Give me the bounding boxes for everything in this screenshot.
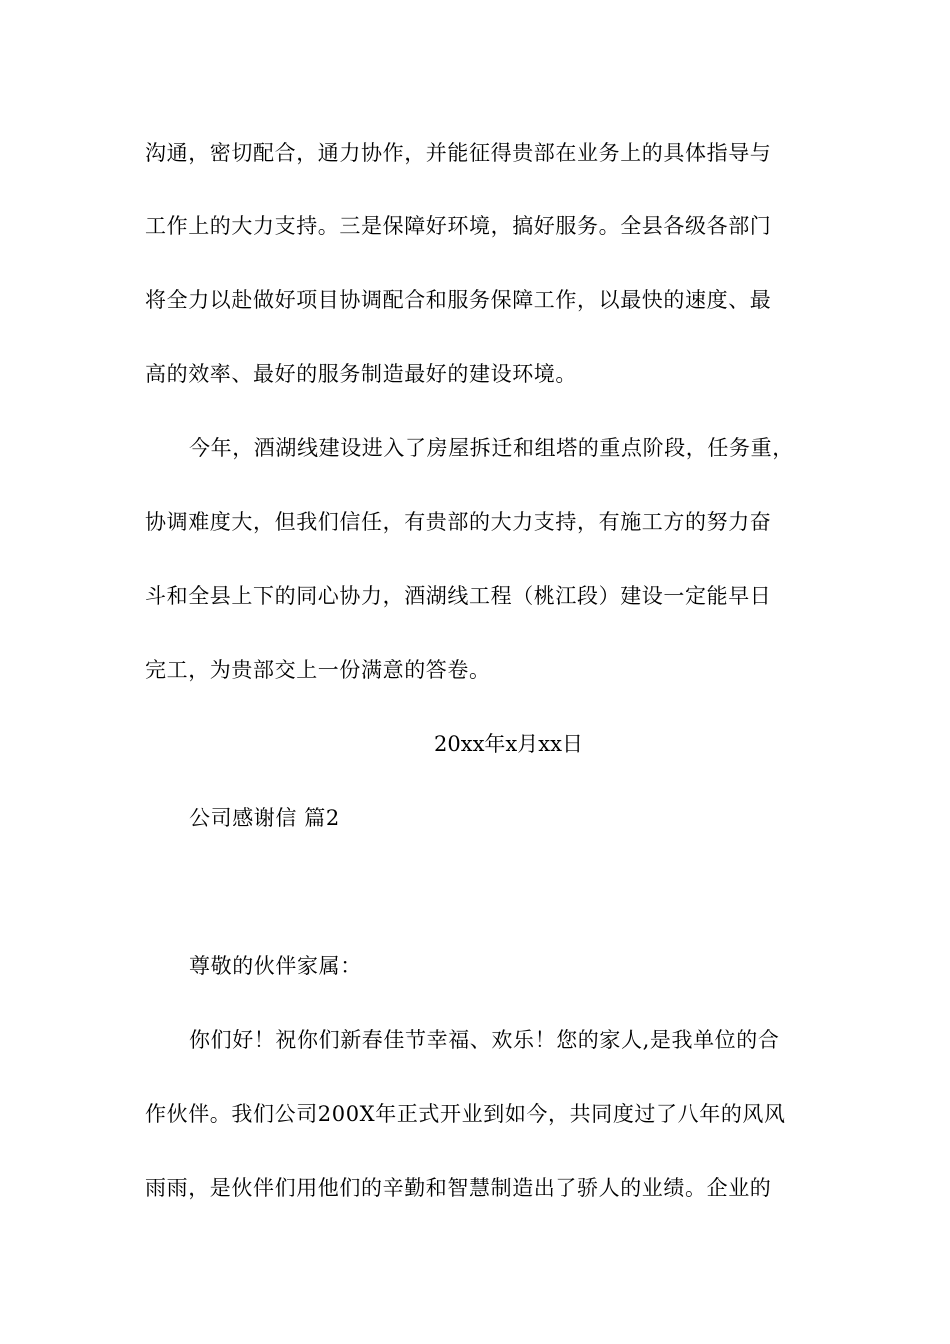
paragraph1-line-4: 高的效率、最好的服务制造最好的建设环境。: [145, 362, 577, 386]
paragraph2-line-2: 协调难度大，但我们信任，有贵部的大力支持，有施工方的努力奋: [145, 510, 772, 534]
paragraph3-line-1: 你们好！祝你们新春佳节幸福、欢乐！您的家人,是我单位的合: [189, 1028, 780, 1052]
paragraph1-line-1: 沟通，密切配合，通力协作，并能征得贵部在业务上的具体指导与: [145, 141, 772, 165]
paragraph3-line-2: 作伙伴。我们公司200X年正式开业到如今，共同度过了八年的风风: [145, 1102, 786, 1126]
paragraph1-line-2: 工作上的大力支持。三是保障好环境，搞好服务。全县各级各部门: [145, 214, 772, 238]
salutation: 尊敬的伙伴家属：: [189, 954, 362, 978]
section-title: 公司感谢信 篇2: [189, 806, 340, 830]
paragraph3-line-3: 雨雨，是伙伴们用他们的辛勤和智慧制造出了骄人的业绩。企业的: [145, 1176, 772, 1200]
paragraph2-line-4: 完工，为贵部交上一份满意的答卷。: [145, 658, 491, 682]
paragraph1-line-3: 将全力以赴做好项目协调配合和服务保障工作，以最快的速度、最: [145, 288, 772, 312]
paragraph2-line-1: 今年，酒湖线建设进入了房屋拆迁和组塔的重点阶段，任务重，: [189, 436, 794, 460]
paragraph2-line-3: 斗和全县上下的同心协力，酒湖线工程（桃江段）建设一定能早日: [145, 584, 772, 608]
letter-date: 20xx年x月xx日: [434, 732, 583, 756]
